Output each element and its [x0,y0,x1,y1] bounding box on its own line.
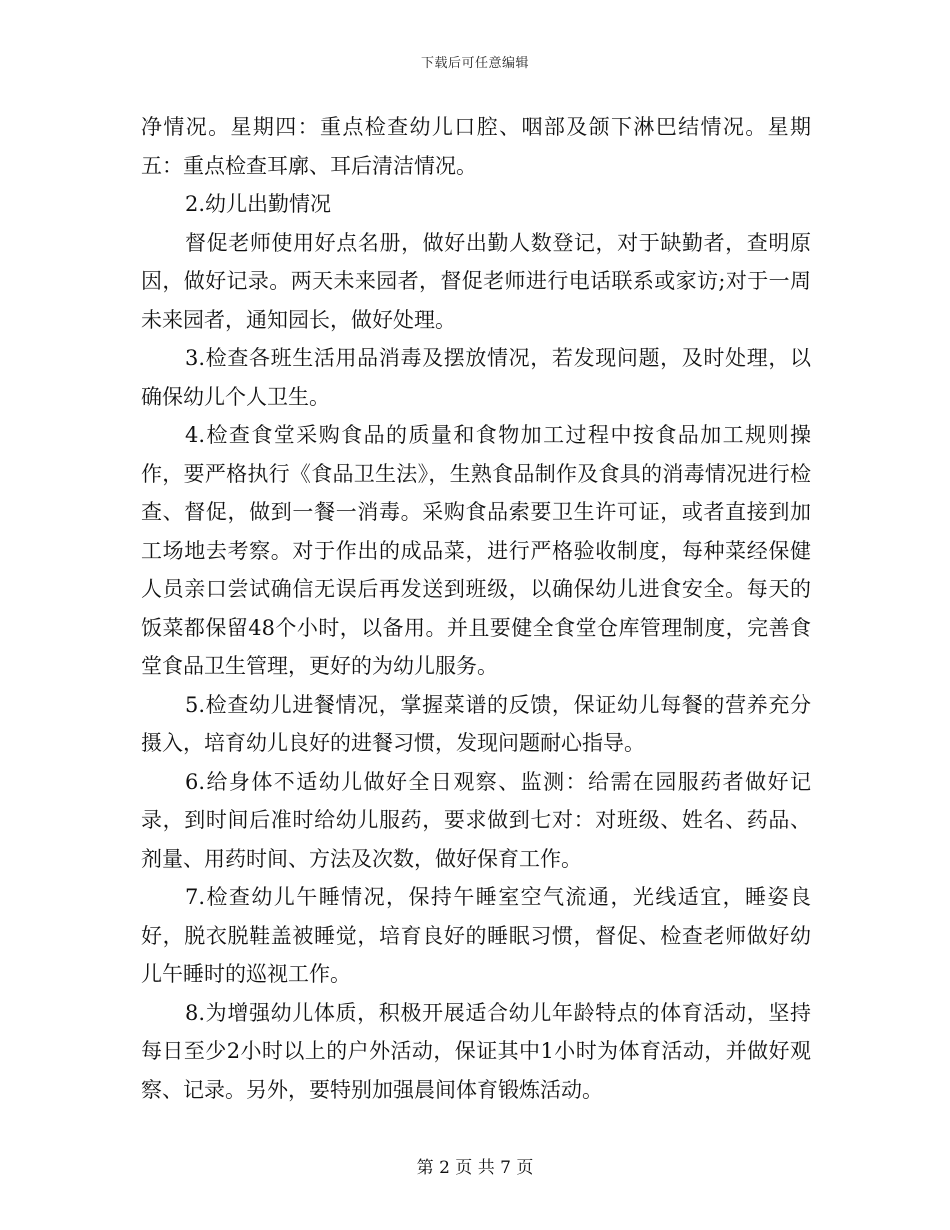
paragraph-item-5: 5.检查幼儿进餐情况，掌握菜谱的反馈，保证幼儿每餐的营养充分摄入，培育幼儿良好的进餐习惯，发现问题耐心指导。 [141,692,811,755]
section-heading-attendance: 2.幼儿出勤情况 [185,192,332,216]
paragraph-continuation: 净情况。星期四：重点检查幼儿口腔、咽部及颌下淋巴结情况。星期五：重点检查耳廓、耳后清洁情况。 [141,115,811,178]
paragraph-item-4: 4.检查食堂采购食品的质量和食物加工过程中按食品加工规则操作，要严格执行《食品卫生法》，生熟食品制作及食具的消毒情况进行检查、督促，做到一餐一消毒。采购食品索要卫生许可证，或者直接到加工场地去考察。对于作出的成品菜，进行严格验收制度，每种菜经保健人员亲口尝试确信无误后再发送到班级，以确保幼儿进食安全。每天的饭菜都保留48个小时，以备用。并且要健全食堂仓库管理制度，完善食堂食品卫生管理，更好的为幼儿服务。 [141,423,811,678]
paragraph-item-3: 3.检查各班生活用品消毒及摆放情况，若发现问题，及时处理，以确保幼儿个人卫生。 [141,346,811,409]
document-body [141,108,811,1109]
paragraph-item-6: 6.给身体不适幼儿做好全日观察、监测：给需在园服药者做好记录，到时间后准时给幼儿服药，要求做到七对：对班级、姓名、药品、剂量、用药时间、方法及次数，做好保育工作。 [141,769,811,871]
paragraph-item-8: 8.为增强幼儿体质，积极开展适合幼儿年龄特点的体育活动，坚持每日至少2小时以上的户外活动，保证其中1小时为体育活动，并做好观察、记录。另外，要特别加强晨间体育锻炼活动。 [141,1000,811,1102]
page-header: 下载后可任意编辑 [420,56,529,71]
page-number-footer: 第 2 页 共 7 页 [416,1158,534,1178]
paragraph-attendance: 督促老师使用好点名册，做好出勤人数登记，对于缺勤者，查明原因，做好记录。两天未来园者，督促老师进行电话联系或家访;对于一周未来园者，通知园长，做好处理。 [141,230,811,332]
paragraph-item-7: 7.检查幼儿午睡情况，保持午睡室空气流通，光线适宜，睡姿良好，脱衣脱鞋盖被睡觉，培育良好的睡眠习惯，督促、检查老师做好幼儿午睡时的巡视工作。 [141,885,811,986]
